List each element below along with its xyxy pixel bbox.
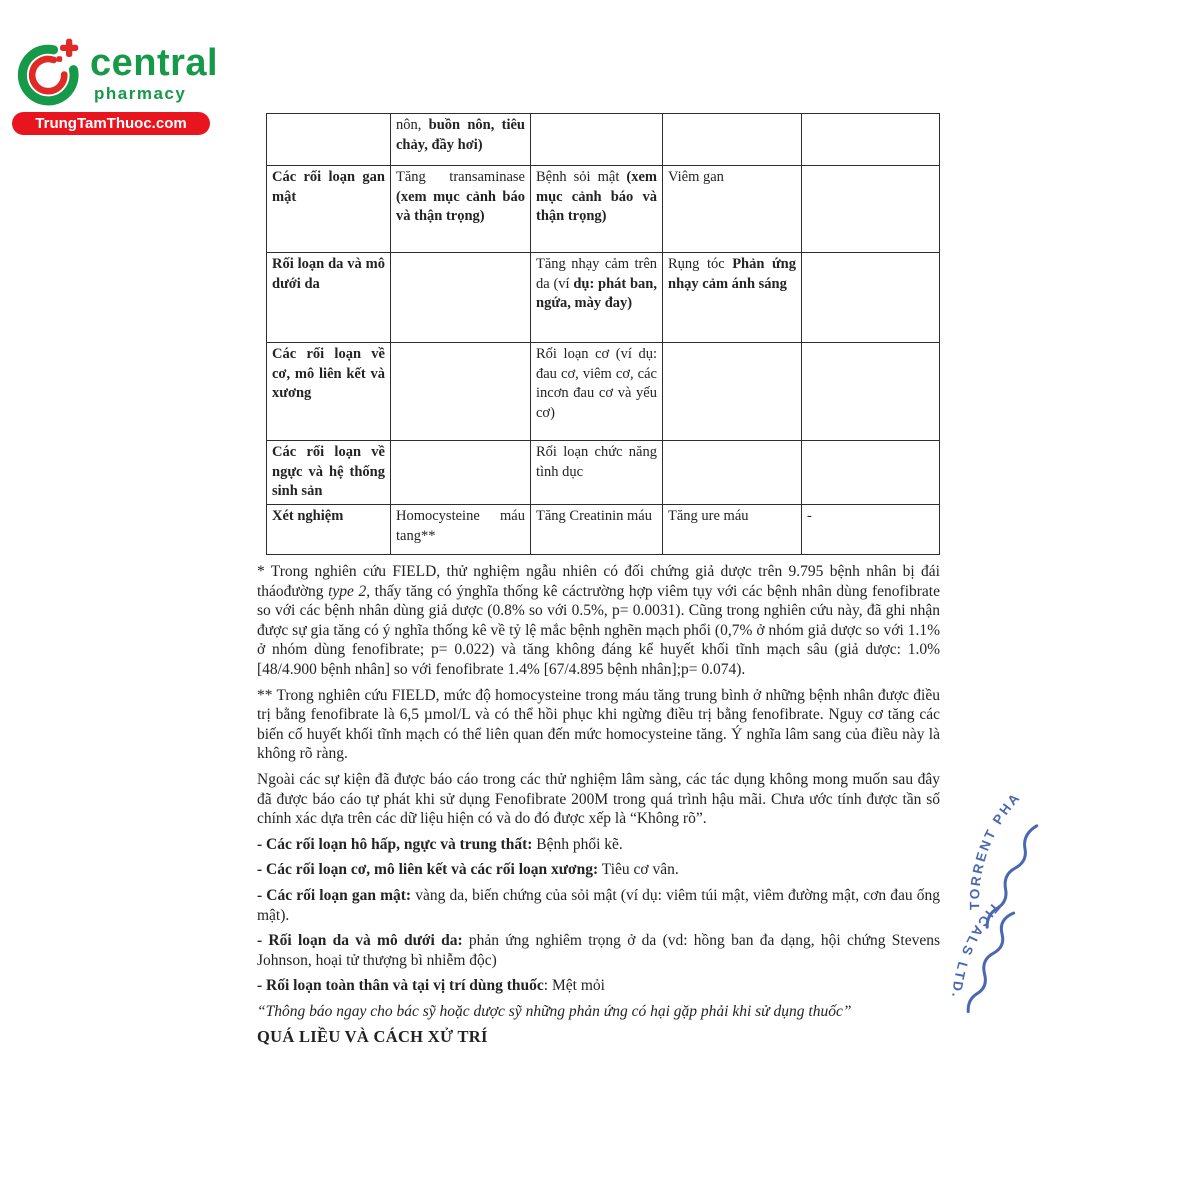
table-cell	[663, 441, 802, 505]
text-segment: buồn nôn, tiêu chảy, đầy hơi)	[396, 117, 526, 153]
table-cell	[267, 441, 391, 505]
table-cell	[267, 253, 391, 343]
table-cell	[802, 505, 940, 555]
table-cell	[802, 166, 940, 253]
table-row	[267, 505, 940, 555]
text-body	[257, 562, 940, 1053]
bullet-hepatobiliary	[257, 886, 940, 925]
text-segment: Rụng tóc	[668, 256, 733, 272]
text-segment: Phản ứng nhạy cảm ánh sáng	[668, 256, 796, 292]
site-banner: TrungTamThuoc.com	[12, 112, 210, 135]
text-segment: Tăng transaminase	[396, 169, 525, 185]
svg-text:TICALS LTD.	[949, 898, 1003, 1001]
bullet-general-disorders	[257, 976, 940, 996]
table-cell	[391, 441, 531, 505]
text-segment: Rối loạn da và mô dưới da	[272, 256, 385, 292]
text-segment: dụ: phát ban, ngứa, mày đay)	[536, 275, 657, 312]
footnote-field-study	[257, 562, 940, 680]
table-cell	[802, 253, 940, 343]
text-segment: -	[807, 508, 812, 525]
bullet-musculoskeletal	[257, 860, 940, 880]
table-cell	[663, 505, 802, 555]
table-cell	[267, 343, 391, 441]
text-segment: Rối loạn cơ (ví dụ: đau cơ, viêm cơ, các incơn đau cơ và yếu cơ)	[536, 346, 657, 422]
central-pharmacy-icon	[16, 36, 86, 110]
text-segment: Tăng nhạy cảm trên da (ví	[536, 256, 657, 292]
stamp-arc-bottom-text: TICALS LTD.	[949, 899, 1003, 1000]
table-row	[267, 253, 940, 343]
text-segment: vàng da, biến chứng của sỏi mật (ví dụ: viêm túi mật, viêm đường mật, cơn đau ống mật).	[257, 886, 940, 924]
text-segment: Tăng ure máu	[668, 508, 749, 525]
text-segment: * Trong nghiên cứu FIELD, thử nghiệm ngẫu nhiên có đối chứng giả dược trên 9.795 bệnh nhân bị đái tháođường	[257, 563, 940, 600]
text-segment: Xét nghiệm	[272, 508, 344, 525]
text-segment: type 2	[328, 582, 367, 600]
brand-subtitle: pharmacy	[94, 84, 187, 103]
text-segment: ** Trong nghiên cứu FIELD, mức độ homocysteine trong máu tăng trung bình ở những bệnh nhân được điều trị bằng fenofibrate là 6,5 µmol/L và có thể hồi phục khi ngừng điều trị bằng fenofibrate. Nguy cơ tăng các biến cố huyết khối tĩnh mạch có thể liên quan đến mức homocysteine tăng. Ý nghĩa lâm sang của điều này là không rõ ràng.	[257, 686, 940, 763]
table-cell	[802, 114, 940, 166]
text-segment: : Mệt mỏi	[543, 977, 605, 995]
text-segment: - Các rối loạn cơ, mô liên kết và các rối loạn xương:	[257, 861, 599, 879]
text-segment: - Các rối loạn gan mật:	[257, 886, 412, 904]
text-segment: - Rối loạn toàn thân và tại vị trí dùng thuốc	[257, 977, 544, 995]
text-segment: phản ứng nghiêm trọng ở da (vd: hồng ban đa dạng, hội chứng Stevens Johnson, hoại tử thượng bì nhiễm độc)	[257, 932, 940, 969]
table-cell	[663, 114, 802, 166]
torrent-stamp-icon	[925, 760, 1200, 1050]
table-cell	[267, 505, 391, 555]
adverse-effects-table	[266, 113, 940, 555]
text-segment: Các rối loạn về ngực và hệ thống sinh sản	[272, 444, 385, 500]
table-cell	[531, 166, 663, 253]
text-segment: (xem mục cảnh báo và thận trọng)	[536, 169, 657, 225]
text-segment: Tiêu cơ vân.	[598, 861, 679, 879]
bullet-respiratory	[257, 835, 940, 855]
bullet-skin	[257, 931, 940, 970]
table-cell	[267, 166, 391, 253]
text-segment: Tăng Creatinin máu	[536, 508, 652, 525]
table-cell	[391, 114, 531, 166]
text-segment: “Thông báo ngay cho bác sỹ hoặc dược sỹ những phản ứng có hại gặp phải khi sử dụng thuốc”	[257, 1002, 852, 1020]
text-segment: Các rối loạn về cơ, mô liên kết và xương	[272, 346, 385, 402]
plus-icon	[57, 39, 79, 62]
table-row	[267, 441, 940, 505]
advisory-quote	[257, 1002, 940, 1022]
text-segment: QUÁ LIỀU VÀ CÁCH XỬ TRÍ	[257, 1027, 488, 1047]
svg-text:TORRENT PHA	[967, 788, 1024, 912]
text-segment: Bệnh sỏi mật	[536, 169, 627, 185]
table-cell	[267, 114, 391, 166]
text-segment: - Các rối loạn hô hấp, ngực và trung thất:	[257, 835, 533, 853]
table-row	[267, 343, 940, 441]
table-cell	[663, 166, 802, 253]
table-cell	[802, 441, 940, 505]
table-cell	[663, 343, 802, 441]
table-cell	[391, 343, 531, 441]
table-cell	[531, 343, 663, 441]
table-cell	[802, 343, 940, 441]
table-row	[267, 166, 940, 253]
table-cell	[391, 505, 531, 555]
overdose-heading	[257, 1027, 940, 1047]
text-segment: Ngoài các sự kiện đã được báo cáo trong các thử nghiệm lâm sàng, các tác dụng không mong muốn sau đây đã được báo cáo tự phát khi sử dụng Fenofibrate 200M trong quá trình hậu mãi. Chưa ước tính được tần số chính xác dựa trên các dữ liệu hiện có và do đó được xếp là “Không rõ”.	[257, 770, 940, 828]
text-segment: Viêm gan	[668, 169, 724, 185]
table-cell	[531, 253, 663, 343]
brand-name: central	[90, 42, 219, 84]
table-cell	[391, 253, 531, 343]
text-segment: nôn,	[396, 117, 429, 133]
text-segment: , thấy tăng có ýnghĩa thống kê cáctrường hợp viêm tụy với các bệnh nhân dùng fenofibrate so với các bệnh nhân dùng giả dược (0.8% so với 0.5%, p= 0.0031). Cũng trong nghiên cứu này, đã ghi nhận được sự gia tăng có ý nghĩa thống kê về tỷ lệ mắc bệnh nghẽn mạch phổi (0,7% ở nhóm giả dược so với 1.1% ở nhóm dùng fenofibrate; p= 0.022) và tăng không đáng kể huyết khối tĩnh mạch sâu (giả dược: 1.0% [48/4.900 bệnh nhân] so với fenofibrate 1.4% [67/4.895 bệnh nhân];p= 0.074).	[257, 582, 940, 678]
table-cell	[531, 441, 663, 505]
footnote-homocysteine	[257, 686, 940, 764]
text-segment: (xem mục cảnh báo và thận trọng)	[396, 188, 525, 225]
table-cell	[531, 505, 663, 555]
text-segment: - Rối loạn da và mô dưới da:	[257, 932, 463, 950]
text-segment: Rối loạn chức năng tình dục	[536, 444, 657, 480]
text-segment: Các rối loạn gan mật	[272, 169, 385, 205]
text-segment: Bệnh phổi kẽ.	[532, 835, 623, 853]
post-marketing-intro	[257, 770, 940, 829]
table-cell	[663, 253, 802, 343]
table-cell	[531, 114, 663, 166]
table-cell	[391, 166, 531, 253]
table-row	[267, 114, 940, 166]
stamp-arc-top-text: TORRENT PHA	[967, 789, 1024, 911]
text-segment: Homocysteine máu tang**	[396, 508, 525, 544]
